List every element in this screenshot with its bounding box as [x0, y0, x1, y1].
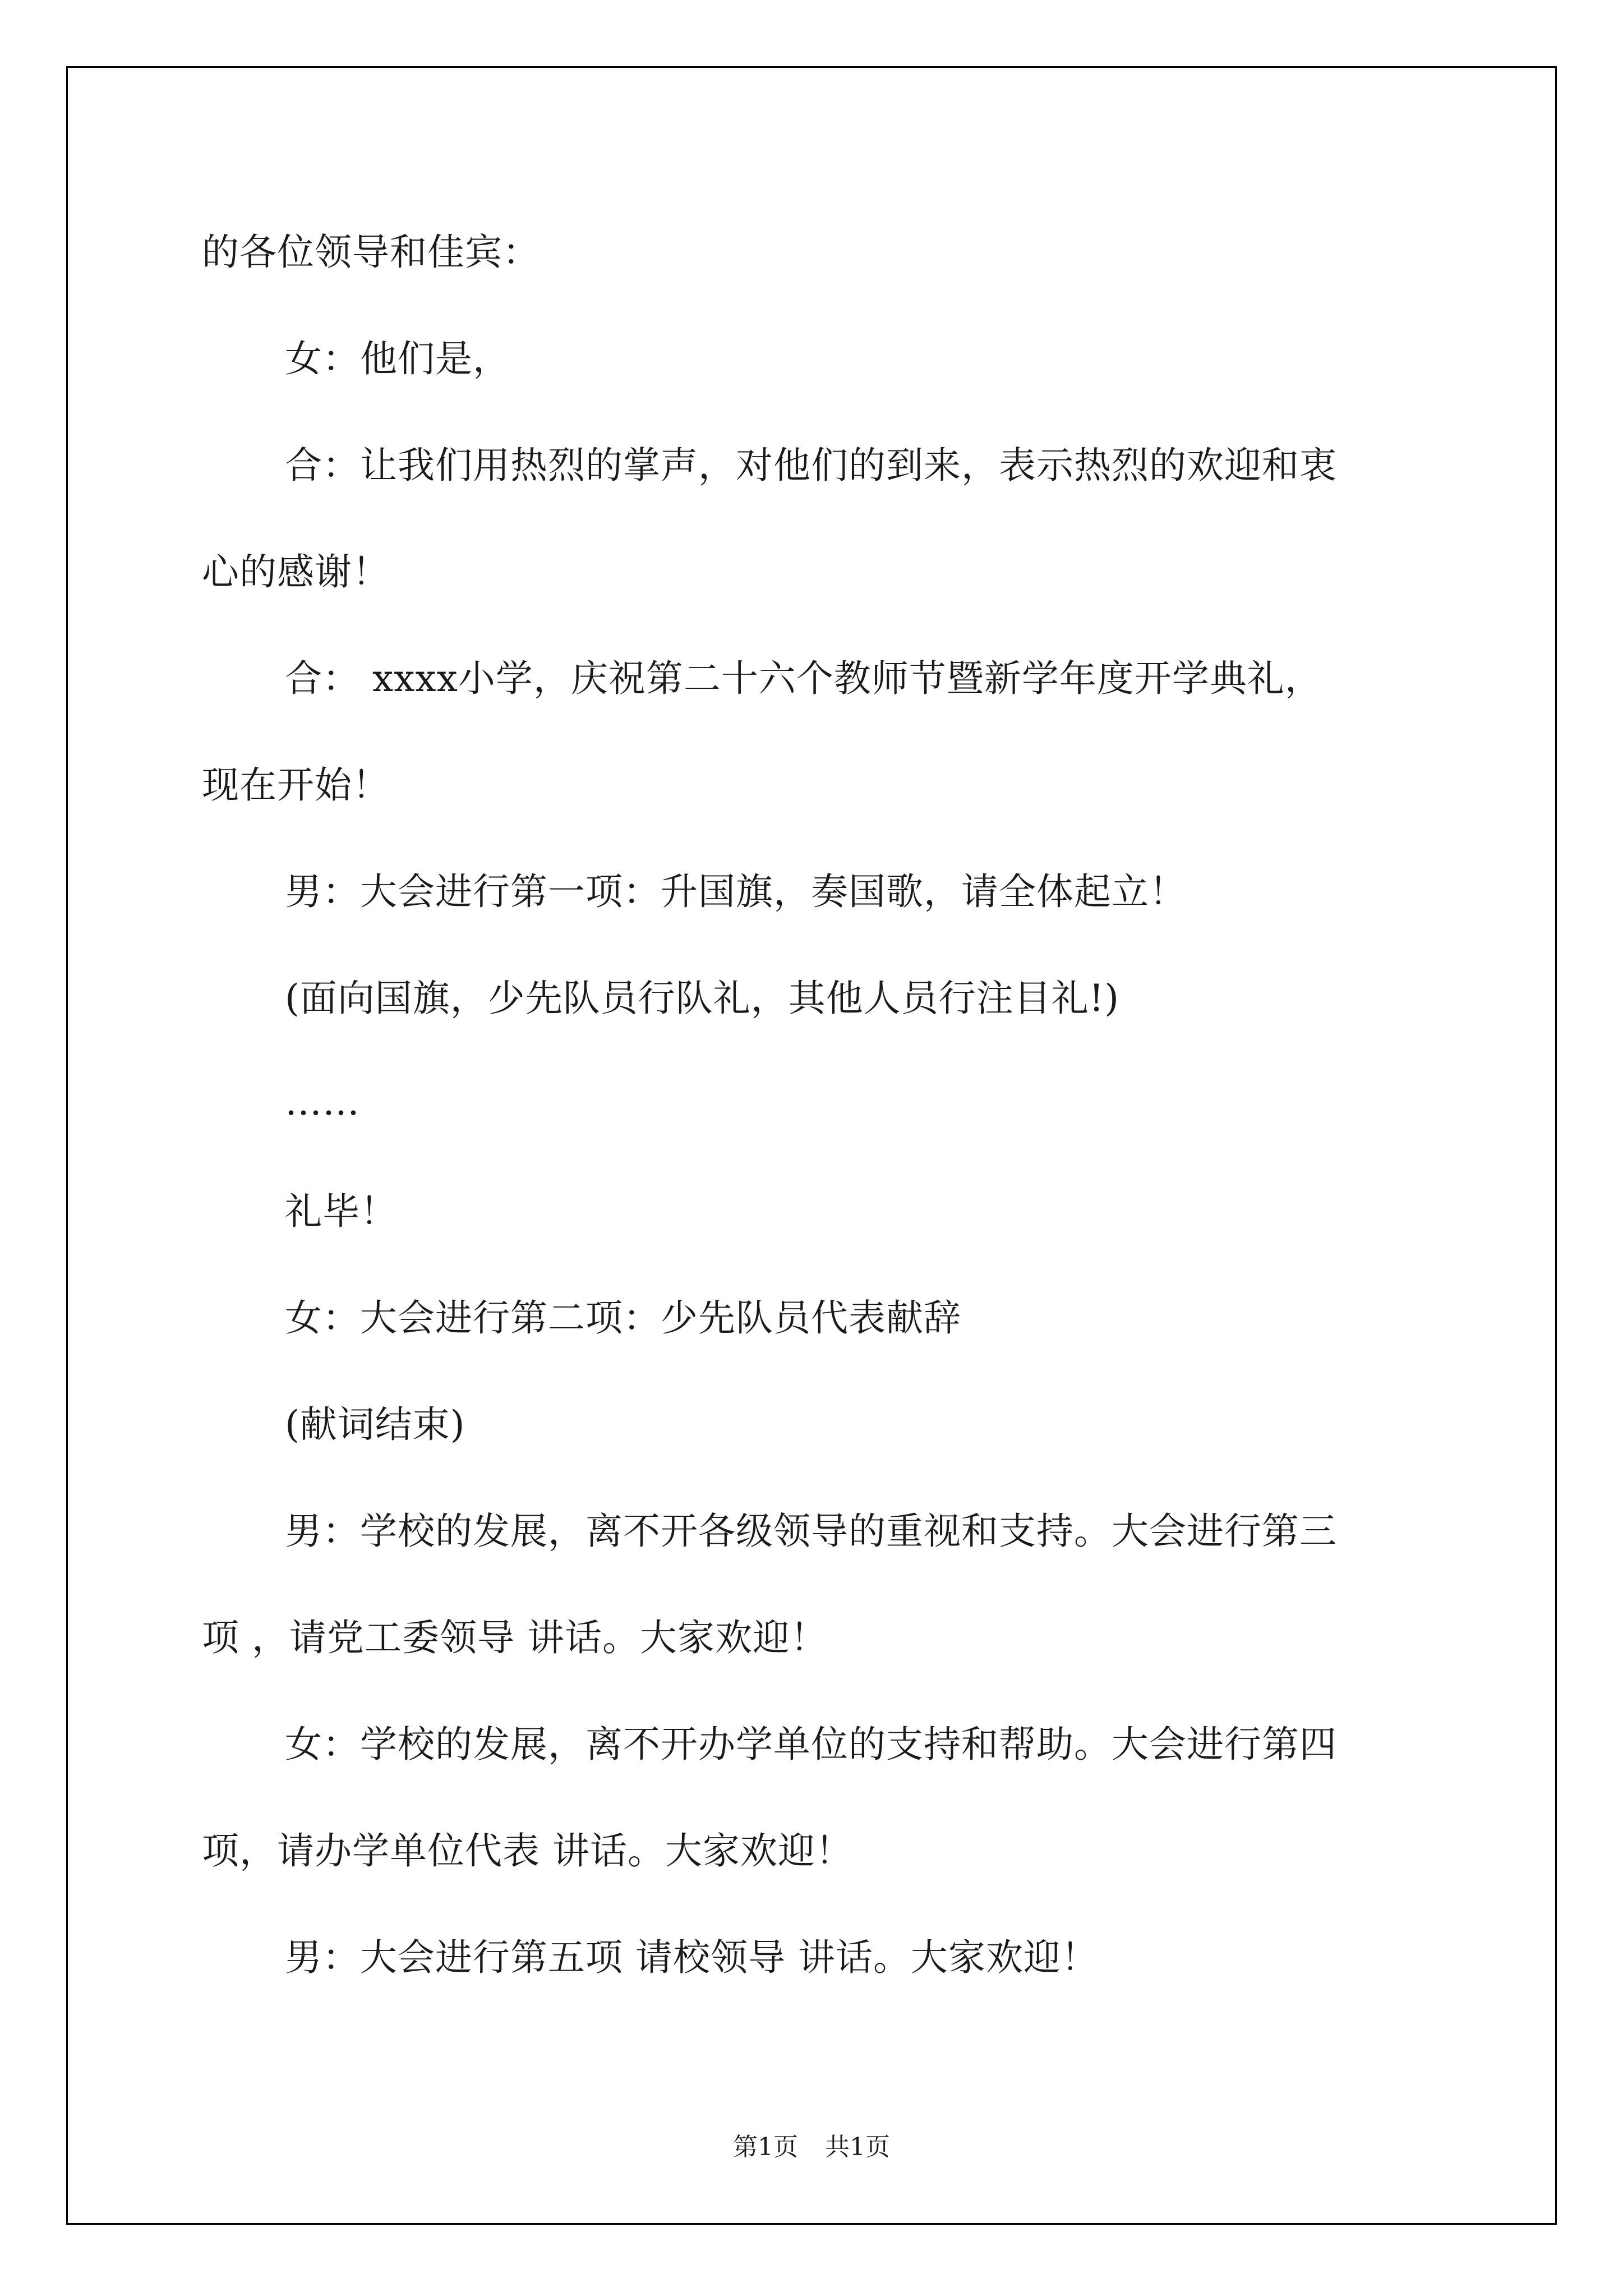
page-count: 共1页: [825, 2133, 890, 2161]
text-line: (献词结束): [285, 1403, 465, 1446]
text-line: 女：学校的发展，离不开办学单位的支持和帮助。大会进行第四: [285, 1723, 1337, 1766]
page-border: [66, 66, 1557, 2225]
text-line: 男：大会进行第五项 请校领导 讲话。大家欢迎！: [285, 1936, 1099, 1979]
text-line: 女：他们是，: [285, 337, 510, 380]
text-line: 男：学校的发展，离不开各级领导的重视和支持。大会进行第三: [285, 1510, 1337, 1553]
page-footer: [0, 2132, 1623, 2163]
text-line: 现在开始！: [202, 763, 390, 807]
text-line: 项，请办学单位代表 讲话。大家欢迎！: [202, 1829, 853, 1872]
page-number: 第1页: [733, 2133, 798, 2161]
text-line: 礼毕！: [285, 1190, 398, 1233]
text-line: 项 ，请党工委领导 讲话。大家欢迎！: [202, 1616, 828, 1659]
text-line: 的各位领导和佳宾：: [202, 231, 540, 274]
text-line: (面向国旗，少先队员行队礼，其他人员行注目礼!): [285, 977, 1120, 1020]
text-line: 男：大会进行第一项：升国旗，奏国歌，请全体起立！: [285, 870, 1187, 913]
text-line: 合： xxxx小学，庆祝第二十六个教师节暨新学年度开学典礼，: [285, 657, 1322, 700]
text-line: 女：大会进行第二项：少先队员代表献辞: [285, 1296, 961, 1340]
text-line: 心的感谢！: [202, 550, 390, 593]
text-line: ……: [285, 1080, 360, 1124]
text-line: 合：让我们用热烈的掌声，对他们的到来，表示热烈的欢迎和衷: [285, 444, 1337, 487]
